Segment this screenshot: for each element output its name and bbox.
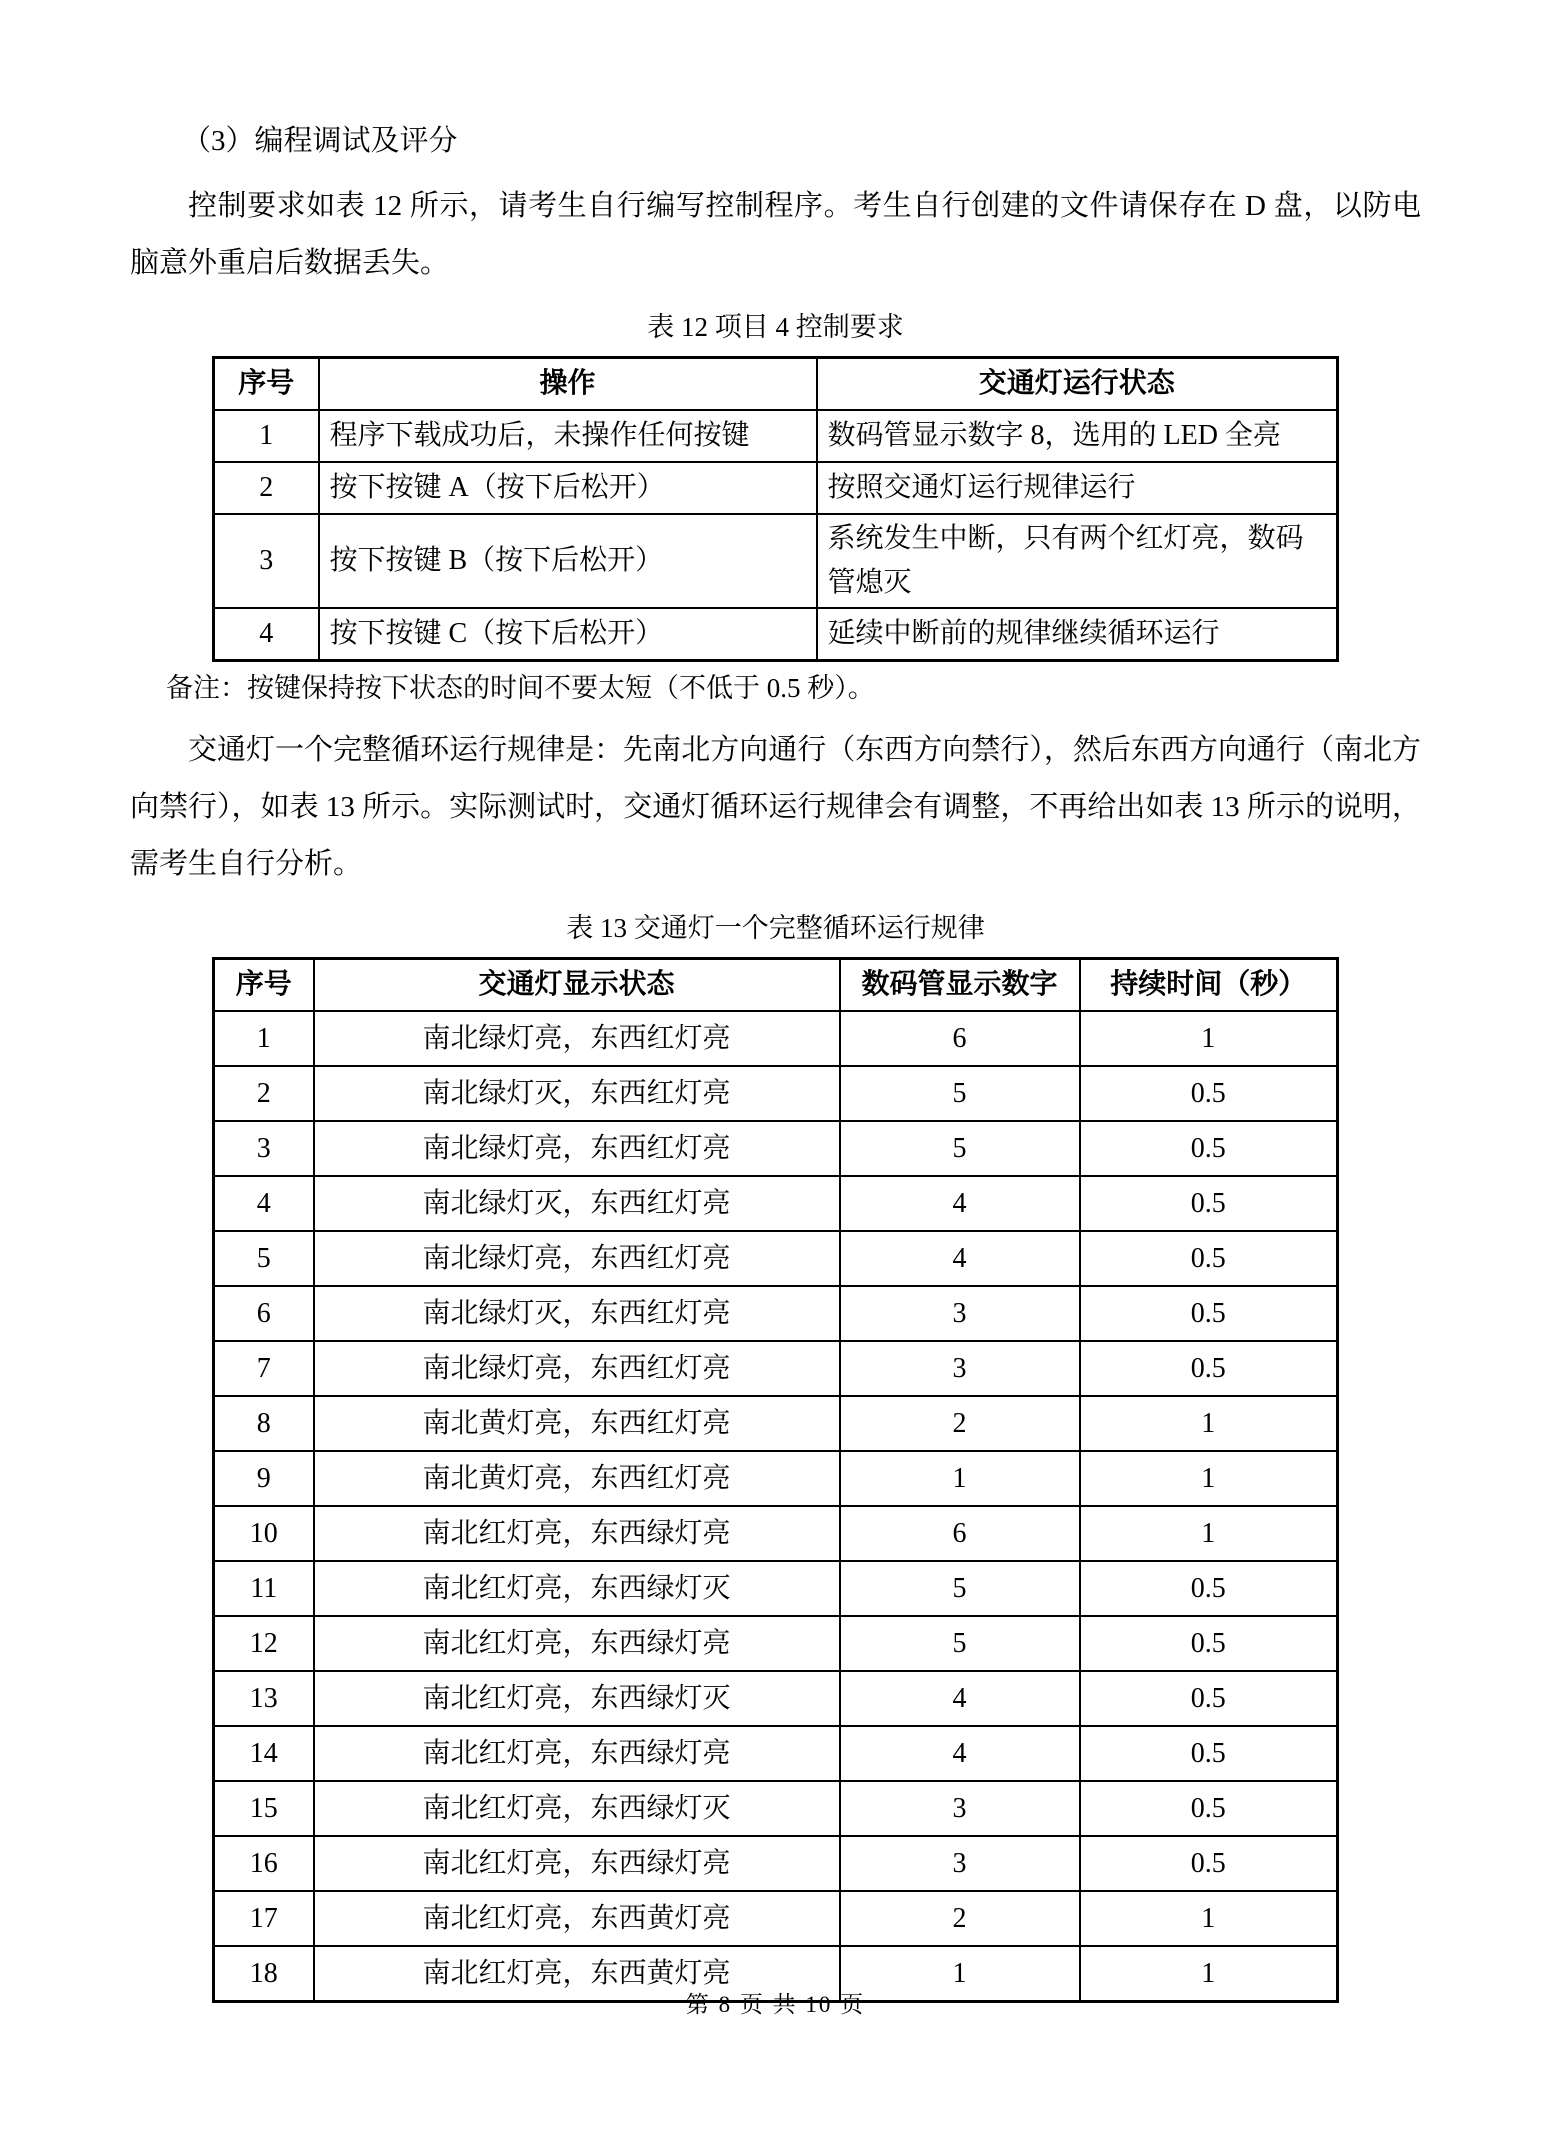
table-cell: 0.5 (1080, 1286, 1338, 1341)
table-cell: 南北红灯亮，东西绿灯灭 (314, 1671, 840, 1726)
table-cell: 12 (214, 1616, 314, 1671)
table-cell: 13 (214, 1671, 314, 1726)
table-row (214, 1341, 1338, 1396)
table-cell: 按下按键 C（按下后松开） (319, 608, 817, 661)
t13-header-1: 交通灯显示状态 (314, 959, 840, 1012)
table-cell: 8 (214, 1396, 314, 1451)
table-cell: 延续中断前的规律继续循环运行 (817, 608, 1338, 661)
table-cell: 南北红灯亮，东西绿灯灭 (314, 1561, 840, 1616)
table-cell: 1 (1080, 1891, 1338, 1946)
table-cell: 4 (840, 1726, 1080, 1781)
table-cell: 3 (214, 514, 319, 608)
table-row (214, 1836, 1338, 1891)
table-cell: 6 (840, 1506, 1080, 1561)
table-row (214, 1726, 1338, 1781)
table-row (214, 462, 1338, 514)
table-cell: 18 (214, 1946, 314, 2002)
table13 (212, 957, 1339, 2003)
table-row (214, 1396, 1338, 1451)
table-cell: 0.5 (1080, 1176, 1338, 1231)
table-cell: 南北黄灯亮，东西红灯亮 (314, 1451, 840, 1506)
table-cell: 2 (840, 1891, 1080, 1946)
table-cell: 4 (840, 1671, 1080, 1726)
table-row (214, 1506, 1338, 1561)
table-cell: 5 (214, 1231, 314, 1286)
table-cell: 2 (840, 1396, 1080, 1451)
table-cell: 6 (214, 1286, 314, 1341)
table-cell: 4 (214, 1176, 314, 1231)
table-cell: 南北红灯亮，东西黄灯亮 (314, 1946, 840, 2002)
t13-header-2: 数码管显示数字 (840, 959, 1080, 1012)
table-cell: 4 (840, 1176, 1080, 1231)
table-cell: 南北绿灯亮，东西红灯亮 (314, 1011, 840, 1066)
table-cell: 9 (214, 1451, 314, 1506)
table-cell: 按照交通灯运行规律运行 (817, 462, 1338, 514)
table-cell: 数码管显示数字 8，选用的 LED 全亮 (817, 410, 1338, 462)
table-cell: 14 (214, 1726, 314, 1781)
table-row (214, 1066, 1338, 1121)
table-cell: 15 (214, 1781, 314, 1836)
paragraph-rule: 交通灯一个完整循环运行规律是：先南北方向通行（东西方向禁行），然后东西方向通行（南北方向禁行），如表 13 所示。实际测试时，交通灯循环运行规律会有调整，不再给出如表 13 所示的说明，需考生自行分析。 (130, 734, 1421, 880)
table-cell: 3 (214, 1121, 314, 1176)
table-row (214, 1231, 1338, 1286)
table-row (214, 1891, 1338, 1946)
table12-header-row (214, 358, 1338, 411)
page-number: 第 8 页 共 10 页 (685, 1992, 866, 2017)
t13-header-0: 序号 (214, 959, 314, 1012)
table-cell: 1 (214, 1011, 314, 1066)
table12-caption: 表 12 项目 4 控制要求 (647, 312, 904, 342)
table-cell: 南北红灯亮，东西绿灯亮 (314, 1506, 840, 1561)
table-cell: 南北红灯亮，东西绿灯亮 (314, 1836, 840, 1891)
table-cell: 5 (840, 1616, 1080, 1671)
table-row (214, 514, 1338, 608)
table-cell: 南北绿灯灭，东西红灯亮 (314, 1286, 840, 1341)
table-cell: 5 (840, 1066, 1080, 1121)
t12-header-1: 操作 (319, 358, 817, 411)
table-cell: 7 (214, 1341, 314, 1396)
table-cell: 1 (840, 1946, 1080, 2002)
table-cell: 程序下载成功后，未操作任何按键 (319, 410, 817, 462)
t12-header-0: 序号 (214, 358, 319, 411)
table-cell: 1 (840, 1451, 1080, 1506)
table-cell: 3 (840, 1341, 1080, 1396)
table-cell: 10 (214, 1506, 314, 1561)
table-cell: 5 (840, 1121, 1080, 1176)
table-cell: 0.5 (1080, 1726, 1338, 1781)
table12 (212, 356, 1339, 662)
table-cell: 南北红灯亮，东西绿灯亮 (314, 1726, 840, 1781)
table12-note: 备注：按键保持按下状态的时间不要太短（不低于 0.5 秒）。 (166, 673, 875, 703)
table-cell: 南北绿灯灭，东西红灯亮 (314, 1176, 840, 1231)
table-cell: 0.5 (1080, 1066, 1338, 1121)
table-cell: 南北红灯亮，东西绿灯亮 (314, 1616, 840, 1671)
table-row (214, 410, 1338, 462)
table-cell: 0.5 (1080, 1231, 1338, 1286)
table-cell: 南北绿灯亮，东西红灯亮 (314, 1231, 840, 1286)
table-cell: 南北绿灯亮，东西红灯亮 (314, 1341, 840, 1396)
table-cell: 0.5 (1080, 1561, 1338, 1616)
table-cell: 系统发生中断，只有两个红灯亮，数码管熄灭 (817, 514, 1338, 608)
table-cell: 11 (214, 1561, 314, 1616)
table-cell: 6 (840, 1011, 1080, 1066)
table-cell: 南北绿灯灭，东西红灯亮 (314, 1066, 840, 1121)
table-cell: 南北红灯亮，东西黄灯亮 (314, 1891, 840, 1946)
table-cell: 0.5 (1080, 1836, 1338, 1891)
table-row (214, 1561, 1338, 1616)
table-cell: 0.5 (1080, 1341, 1338, 1396)
table-cell: 南北绿灯亮，东西红灯亮 (314, 1121, 840, 1176)
table-cell: 1 (1080, 1506, 1338, 1561)
table-cell: 3 (840, 1836, 1080, 1891)
table13-caption: 表 13 交通灯一个完整循环运行规律 (566, 913, 985, 943)
table-cell: 0.5 (1080, 1781, 1338, 1836)
table-row (214, 1671, 1338, 1726)
table-cell: 0.5 (1080, 1671, 1338, 1726)
table-cell: 0.5 (1080, 1121, 1338, 1176)
t13-header-3: 持续时间（秒） (1080, 959, 1338, 1012)
table-row (214, 1781, 1338, 1836)
table-cell: 0.5 (1080, 1616, 1338, 1671)
paragraph-intro: 控制要求如表 12 所示，请考生自行编写控制程序。考生自行创建的文件请保存在 D 盘，以防电脑意外重启后数据丢失。 (130, 190, 1421, 279)
table-cell: 4 (214, 608, 319, 661)
table13-header-row (214, 959, 1338, 1012)
table-cell: 南北黄灯亮，东西红灯亮 (314, 1396, 840, 1451)
table-row (214, 1121, 1338, 1176)
table-cell: 2 (214, 462, 319, 514)
table-row (214, 1286, 1338, 1341)
table-row (214, 1176, 1338, 1231)
table-cell: 南北红灯亮，东西绿灯灭 (314, 1781, 840, 1836)
table-cell: 16 (214, 1836, 314, 1891)
section-heading: （3）编程调试及评分 (182, 125, 458, 157)
table-cell: 2 (214, 1066, 314, 1121)
table-cell: 1 (1080, 1946, 1338, 2002)
table-cell: 1 (1080, 1451, 1338, 1506)
table-row (214, 1616, 1338, 1671)
table-row (214, 608, 1338, 661)
table-cell: 1 (1080, 1011, 1338, 1066)
table-cell: 按下按键 B（按下后松开） (319, 514, 817, 608)
table-cell: 1 (1080, 1396, 1338, 1451)
t12-header-2: 交通灯运行状态 (817, 358, 1338, 411)
table-cell: 17 (214, 1891, 314, 1946)
table-row (214, 1451, 1338, 1506)
table-cell: 5 (840, 1561, 1080, 1616)
table-row (214, 1011, 1338, 1066)
table-cell: 3 (840, 1781, 1080, 1836)
table-cell: 4 (840, 1231, 1080, 1286)
table-cell: 3 (840, 1286, 1080, 1341)
table-cell: 1 (214, 410, 319, 462)
table-cell: 按下按键 A（按下后松开） (319, 462, 817, 514)
